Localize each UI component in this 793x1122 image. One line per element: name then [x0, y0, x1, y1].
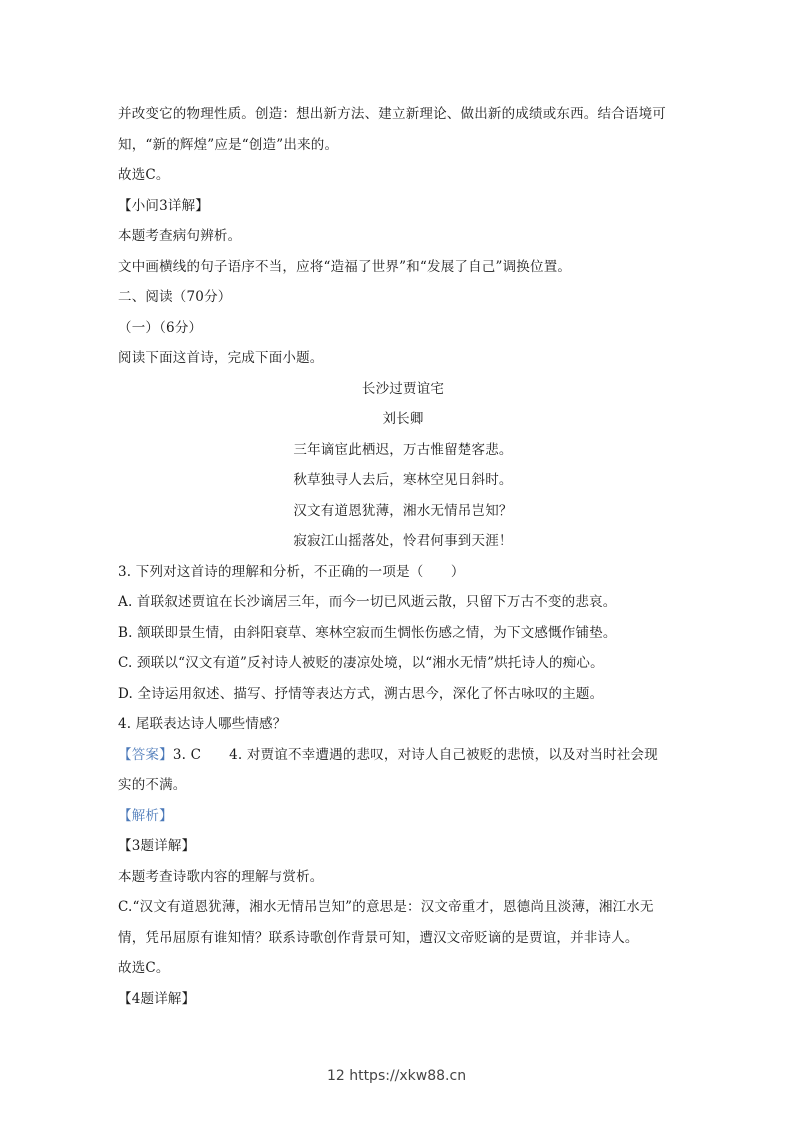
subsection-title: （一）（6分）	[118, 319, 203, 336]
analysis-line: C.“汉文有道恩犹薄，湘水无情吊岂知”的意思是：汉文帝重才，恩德尚且淡薄，湘江水无	[118, 899, 654, 915]
poem-line: 汉文有道恩犹薄，湘水无情吊岂知？	[293, 502, 513, 519]
paragraph-line: 文中画横线的句子语序不当，应将“造福了世界”和“发展了自己”调换位置。	[118, 258, 572, 275]
instruction-text: 阅读下面这首诗，完成下面小题。	[118, 350, 324, 366]
analysis-line: 情，凭吊屈原有谁知情？联系诗歌创作背景可知，遭汉文帝贬谪的是贾谊，并非诗人。	[118, 929, 639, 946]
document-page	[118, 99, 688, 1014]
answer-q3: 3. C	[172, 746, 202, 763]
paragraph-line: 并改变它的物理性质。创造：想出新方法、建立新理论、做出新的成绩或东西。结合语境可	[118, 106, 666, 122]
option-a: A. 首联叙述贾谊在长沙谪居三年，而今一切已风逝云散，只留下万古不变的悲哀。	[118, 594, 617, 610]
question-4-stem: 4. 尾联表达诗人哪些情感？	[118, 716, 287, 732]
question-stem: 3. 下列对这首诗的理解和分析，不正确的一项是（ ）	[118, 563, 465, 580]
option-c: C. 颈联以“汉文有道”反衬诗人被贬的凄凉处境，以“湘水无情”烘托诗人的痴心。	[118, 655, 604, 671]
answer-q4: 4. 对贾谊不幸遭遇的悲叹，对诗人自己被贬的悲愤，以及对当时社会现	[229, 746, 658, 763]
page-footer: 12 https://xkw88.cn	[326, 1068, 467, 1084]
poem-title: 长沙过贾谊宅	[361, 380, 445, 397]
answer-label: 【答案】	[118, 746, 173, 763]
q4-analysis-header: 【4题详解】	[118, 990, 196, 1007]
section-title: 二、阅读（70分）	[118, 289, 232, 305]
option-d: D. 全诗运用叙述、描写、抒情等表达方式，溯古思今，深化了怀古咏叹的主题。	[118, 685, 604, 702]
paragraph-line: 本题考查病句辨析。	[118, 228, 242, 244]
analysis-line: 故选C。	[118, 960, 170, 976]
answer-block	[118, 740, 688, 801]
answer-continuation: 实的不满。	[118, 777, 187, 793]
analysis-line: 本题考查诗歌内容的理解与赏析。	[118, 868, 324, 885]
paragraph-line: 知，“新的辉煌”应是“创造”出来的。	[118, 136, 339, 153]
analysis-label: 【解析】	[118, 807, 173, 824]
question-3	[118, 557, 688, 710]
section-header: 【小问3详解】	[118, 197, 209, 214]
poem-author: 刘长卿	[382, 411, 424, 427]
poem-line: 秋草独寻人去后，寒林空见日斜时。	[293, 472, 513, 488]
answer-line	[118, 740, 688, 771]
poem-line: 寂寂江山摇落处，怜君何事到天涯！	[293, 533, 513, 549]
analysis-block	[118, 801, 688, 1015]
paragraph-line: 故选C。	[118, 167, 170, 183]
poem-block	[118, 374, 688, 557]
option-b: B. 颔联即景生情，由斜阳衰草、寒林空寂而生惆怅伤感之情，为下文感慨作铺垫。	[118, 624, 617, 641]
q3-analysis-header: 【3题详解】	[118, 838, 196, 854]
poem-line: 三年谪宦此栖迟，万古惟留楚客悲。	[293, 441, 513, 458]
